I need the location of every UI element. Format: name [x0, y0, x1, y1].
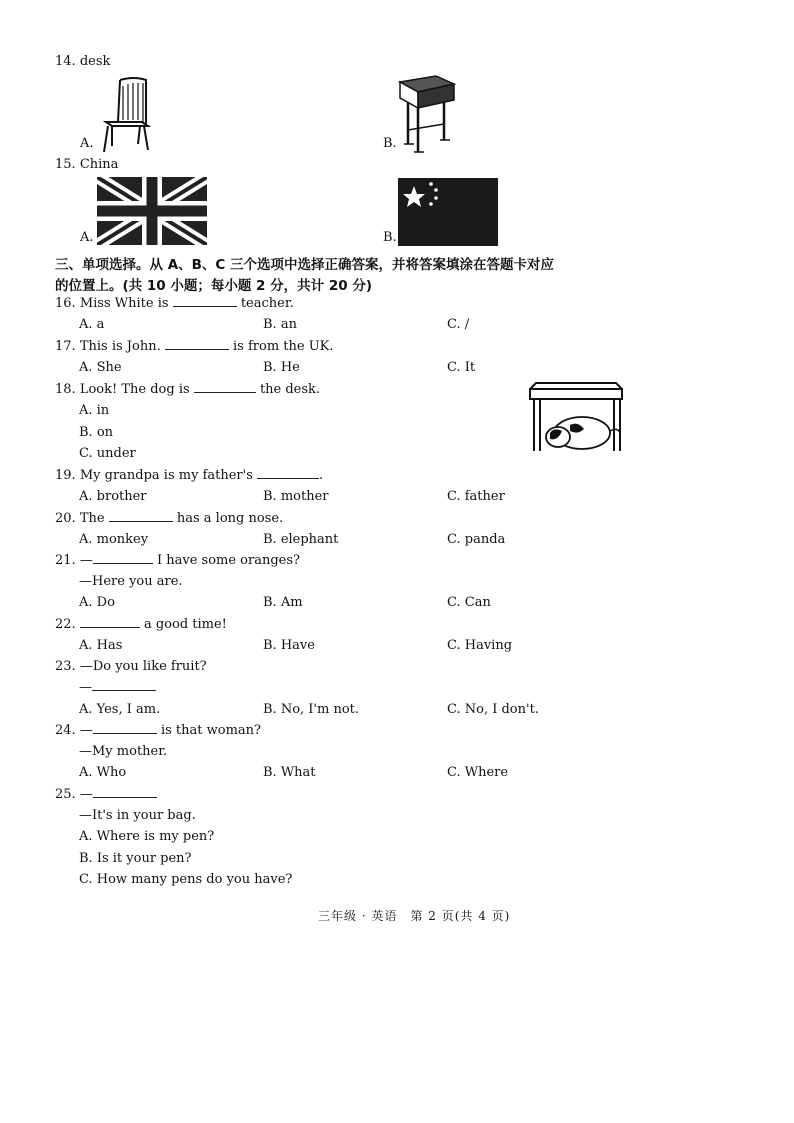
question-number: 18.	[55, 382, 76, 397]
option-a[interactable]: A. Do	[79, 595, 115, 610]
question-text: .	[319, 468, 324, 483]
question-22	[55, 617, 227, 632]
option-a-label[interactable]: A.	[80, 230, 94, 245]
dialogue-line: —It's in your bag.	[79, 808, 196, 823]
question-23	[55, 659, 207, 674]
option-a[interactable]: A. Yes, I am.	[79, 702, 161, 717]
question-number: 23.	[55, 659, 76, 674]
dash: —	[79, 680, 92, 695]
option-b[interactable]: B. mother	[263, 489, 329, 504]
question-25	[55, 787, 157, 802]
option-b-label[interactable]: B.	[383, 136, 397, 151]
question-number: 16.	[55, 296, 76, 311]
page-footer: 三年级 · 英语 第 2 页(共 4 页)	[318, 909, 511, 923]
option-b[interactable]: B. Am	[263, 595, 303, 610]
question-text: the desk.	[259, 382, 321, 397]
question-text: —	[79, 553, 93, 568]
option-b[interactable]: B. Is it your pen?	[79, 851, 192, 866]
question-14	[55, 54, 110, 69]
answer-blank	[93, 733, 157, 734]
dialogue-line	[79, 680, 156, 695]
answer-blank	[257, 478, 319, 479]
question-18	[55, 382, 320, 397]
question-text: teacher.	[240, 296, 294, 311]
option-b[interactable]: B. Have	[263, 638, 315, 653]
dialogue-line: —Here you are.	[79, 574, 183, 589]
desk-image[interactable]	[396, 72, 456, 154]
option-a[interactable]: A. She	[79, 360, 122, 375]
answer-blank	[93, 797, 157, 798]
question-text: has a long nose.	[176, 511, 284, 526]
question-word: desk	[79, 54, 111, 69]
option-c[interactable]: C. under	[79, 446, 136, 461]
dialogue-line: —My mother.	[79, 744, 168, 759]
option-a[interactable]: A. Has	[79, 638, 123, 653]
option-c[interactable]: C. Where	[447, 765, 509, 780]
option-c[interactable]: C. panda	[447, 532, 506, 547]
option-b-label[interactable]: B.	[383, 230, 397, 245]
answer-blank	[93, 563, 153, 564]
question-number: 17.	[55, 339, 76, 354]
option-a[interactable]: A. Where is my pen?	[79, 829, 215, 844]
question-number: 24.	[55, 723, 76, 738]
option-b[interactable]: B. on	[79, 425, 114, 440]
question-21	[55, 553, 300, 568]
option-c[interactable]: C. Having	[447, 638, 513, 653]
answer-blank	[165, 349, 229, 350]
option-a[interactable]: A. a	[79, 317, 105, 332]
question-number: 15.	[55, 157, 76, 172]
answer-blank	[194, 392, 256, 393]
option-a[interactable]: A. brother	[79, 489, 147, 504]
question-text: —Do you like fruit?	[79, 659, 207, 674]
question-word: China	[79, 157, 119, 172]
option-c[interactable]: C. How many pens do you have?	[79, 872, 293, 887]
option-c[interactable]: C. father	[447, 489, 505, 504]
question-15	[55, 157, 118, 172]
question-text: This is John.	[79, 339, 161, 354]
answer-blank	[80, 627, 140, 628]
section-heading-line2: 的位置上。(共 10 小题；每小题 2 分，共计 20 分)	[55, 278, 373, 294]
question-number: 19.	[55, 468, 76, 483]
question-text: —	[79, 723, 93, 738]
option-a[interactable]: A. Who	[79, 765, 127, 780]
option-b[interactable]: B. No, I'm not.	[263, 702, 360, 717]
question-text: Look! The dog is	[79, 382, 190, 397]
question-number: 21.	[55, 553, 76, 568]
option-b[interactable]: B. an	[263, 317, 297, 332]
question-16	[55, 296, 294, 311]
answer-blank	[92, 690, 156, 691]
option-b[interactable]: B. elephant	[263, 532, 339, 547]
question-text: is from the UK.	[233, 339, 334, 354]
option-b[interactable]: B. He	[263, 360, 300, 375]
question-20	[55, 511, 283, 526]
question-number: 22.	[55, 617, 76, 632]
uk-flag-image[interactable]	[97, 177, 207, 245]
question-text: My grandpa is my father's	[79, 468, 253, 483]
question-text: Miss White is	[79, 296, 169, 311]
section-heading-line1: 三、单项选择。从 A、B、C 三个选项中选择正确答案，并将答案填涂在答题卡对应	[55, 257, 555, 273]
question-19	[55, 468, 323, 483]
question-text: The	[79, 511, 105, 526]
option-c[interactable]: C. No, I don't.	[447, 702, 539, 717]
answer-blank	[173, 306, 237, 307]
question-24	[55, 723, 261, 738]
option-a[interactable]: A. in	[79, 403, 110, 418]
chair-image[interactable]	[98, 76, 154, 154]
question-text: —	[79, 787, 93, 802]
option-a[interactable]: A. monkey	[79, 532, 149, 547]
answer-blank	[109, 521, 173, 522]
dog-under-desk-image	[528, 381, 624, 453]
question-number: 14.	[55, 54, 76, 69]
question-text: I have some oranges?	[156, 553, 301, 568]
question-text: a good time!	[143, 617, 227, 632]
option-b[interactable]: B. What	[263, 765, 316, 780]
question-number: 25.	[55, 787, 76, 802]
question-number: 20.	[55, 511, 76, 526]
question-17	[55, 339, 334, 354]
china-flag-image[interactable]	[398, 178, 498, 246]
question-text: is that woman?	[160, 723, 262, 738]
option-a-label[interactable]: A.	[80, 136, 94, 151]
option-c[interactable]: C. /	[447, 317, 470, 332]
option-c[interactable]: C. It	[447, 360, 476, 375]
option-c[interactable]: C. Can	[447, 595, 491, 610]
